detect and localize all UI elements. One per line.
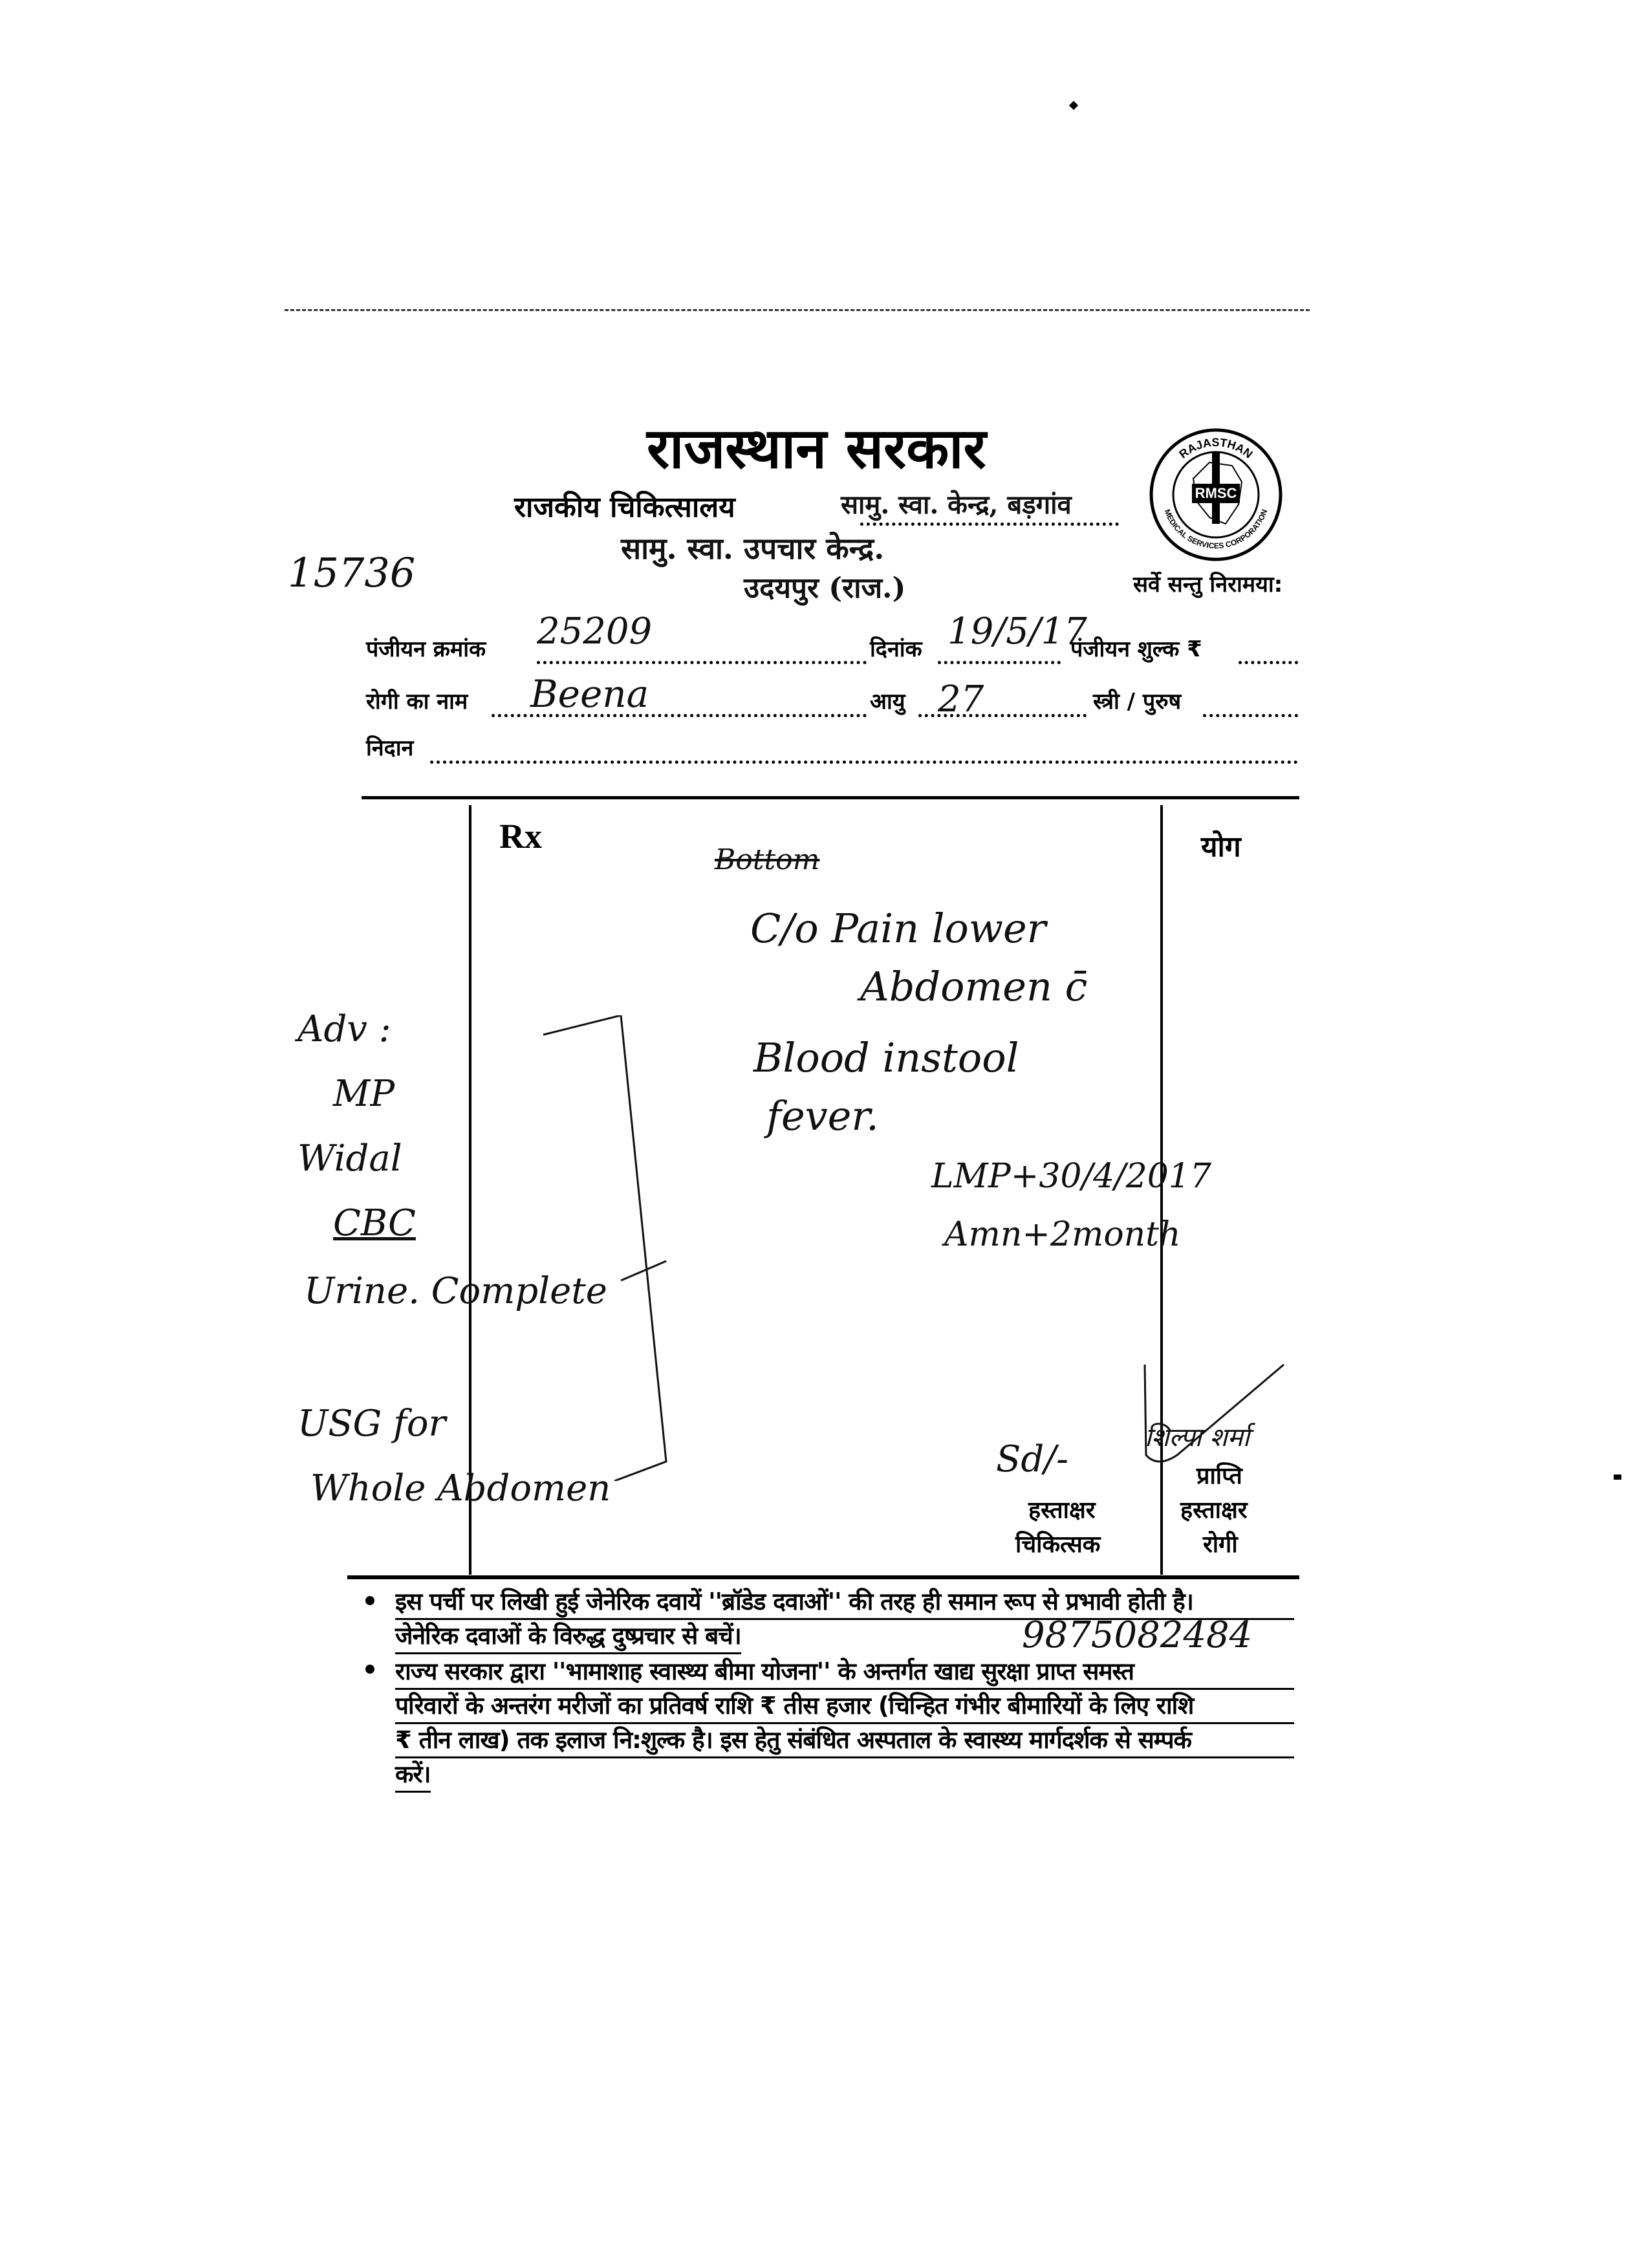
phone-number: 9875082484 (1022, 1614, 1253, 1656)
margin-number: 15736 (288, 549, 416, 596)
bracket-arrow (537, 1015, 705, 1481)
history-line: LMP+30/4/2017 (931, 1157, 1211, 1196)
stamp-line-1: सामु. स्वा. केन्द्र, बड़गांव (841, 490, 1072, 520)
gender-dots (1203, 714, 1298, 717)
box-bottom-rule (347, 1575, 1299, 1579)
advice-line: Widal (298, 1138, 402, 1180)
history-line: Amn+2month (944, 1215, 1181, 1254)
patient-name-value: Beena (530, 672, 649, 716)
date-value: 19/5/17 (947, 610, 1087, 653)
doctor-signature: Sd/- (996, 1438, 1068, 1480)
box-top-rule (362, 796, 1299, 799)
page-title: राजस्थान सरकार (647, 416, 986, 481)
note-line: राज्य सरकार द्वारा ''भामाशाह स्वास्थ्य बीमा योजना'' के अन्तर्गत खाद्य सुरक्षा प्राप्त समस्त (395, 1656, 1294, 1690)
advice-line: CBC (333, 1202, 416, 1244)
fee-dots (1239, 661, 1298, 664)
note-line: इस पर्ची पर लिखी हुई जेनेरिक दवायें ''ब्रॉडेड दवाओं'' की तरह ही समान रूप से प्रभावी होती है। (395, 1586, 1294, 1620)
bullet-icon (365, 1665, 374, 1674)
rx-label: Rx (499, 817, 542, 856)
hospital-label: राजकीय चिकित्सालय (514, 491, 735, 524)
scan-mark (1069, 101, 1078, 110)
signature-stroke (1099, 1358, 1287, 1474)
hospital-name-dots (860, 523, 1119, 526)
box-left-rule (469, 805, 471, 1575)
motto: सर्वे सन्तु निरामया: (1133, 572, 1283, 598)
registration-no-value: 25209 (537, 610, 653, 653)
registration-no-dots (537, 661, 867, 664)
gender-label: स्त्री / पुरुष (1093, 689, 1182, 715)
svg-text:RAJASTHAN: RAJASTHAN (1176, 435, 1255, 461)
date-label: दिनांक (870, 636, 922, 662)
stamp-line-3: उदयपुर (राज.) (744, 572, 906, 605)
note-line: जेनेरिक दवाओं के विरुद्ध दुष्प्रचार से बचें। (395, 1620, 741, 1654)
fee-label: पंजीयन शुल्क ₹ (1070, 636, 1202, 662)
diagnosis-dots (430, 761, 1298, 764)
advice-line: Whole Abdomen (310, 1467, 611, 1509)
complaint-line: Blood instool (753, 1034, 1019, 1081)
svg-text:MEDICAL SERVICES CORPORATION: MEDICAL SERVICES CORPORATION (1162, 508, 1270, 551)
patient-sign-label: हस्ताक्षर (1180, 1497, 1248, 1524)
scan-mark (1614, 1474, 1621, 1480)
scribble: Bottom (715, 843, 820, 876)
note-line: करें। (395, 1758, 431, 1793)
advice-line: USG for (298, 1403, 446, 1445)
date-dots (938, 661, 1061, 664)
svg-text:RMSC: RMSC (1195, 485, 1237, 501)
registration-no-label: पंजीयन क्रमांक (366, 636, 486, 662)
bullet-icon (365, 1596, 374, 1605)
patient-sign-label: प्राप्ति (1196, 1463, 1242, 1489)
doctor-sign-label: चिकित्सक (1015, 1531, 1101, 1558)
age-label: आयु (870, 689, 905, 715)
complaint-line: Abdomen c̄ (860, 963, 1088, 1010)
advice-line: Adv : (298, 1008, 391, 1050)
patient-name-label: रोगी का नाम (366, 689, 468, 715)
doctor-sign-label: हस्ताक्षर (1028, 1497, 1096, 1524)
complaint-line: fever. (766, 1092, 879, 1139)
diagnosis-label: निदान (366, 735, 414, 761)
patient-signature: शिल्पा शर्मा (1145, 1423, 1250, 1453)
top-rule (285, 309, 1310, 311)
total-label: योग (1201, 830, 1241, 863)
note-line: परिवारों के अन्तरंग मरीजों का प्रतिवर्ष राशि ₹ तीस हजार (चिन्हित गंभीर बीमारियों के लिए राशि (395, 1690, 1294, 1724)
age-value: 27 (938, 678, 984, 720)
stamp-line-2: सामु. स्वा. उपचार केन्द्र. (621, 531, 885, 566)
advice-line: MP (333, 1073, 395, 1115)
advice-line: Urine. Complete (304, 1270, 607, 1312)
note-line: ₹ तीन लाख) तक इलाज नि:शुल्क है। इस हेतु संबंधित अस्पताल के स्वास्थ्य मार्गदर्शक से सम्पर्क (395, 1724, 1294, 1758)
patient-sign-label: रोगी (1203, 1531, 1238, 1558)
complaint-line: C/o Pain lower (750, 905, 1046, 952)
rmsc-logo (1148, 427, 1284, 563)
